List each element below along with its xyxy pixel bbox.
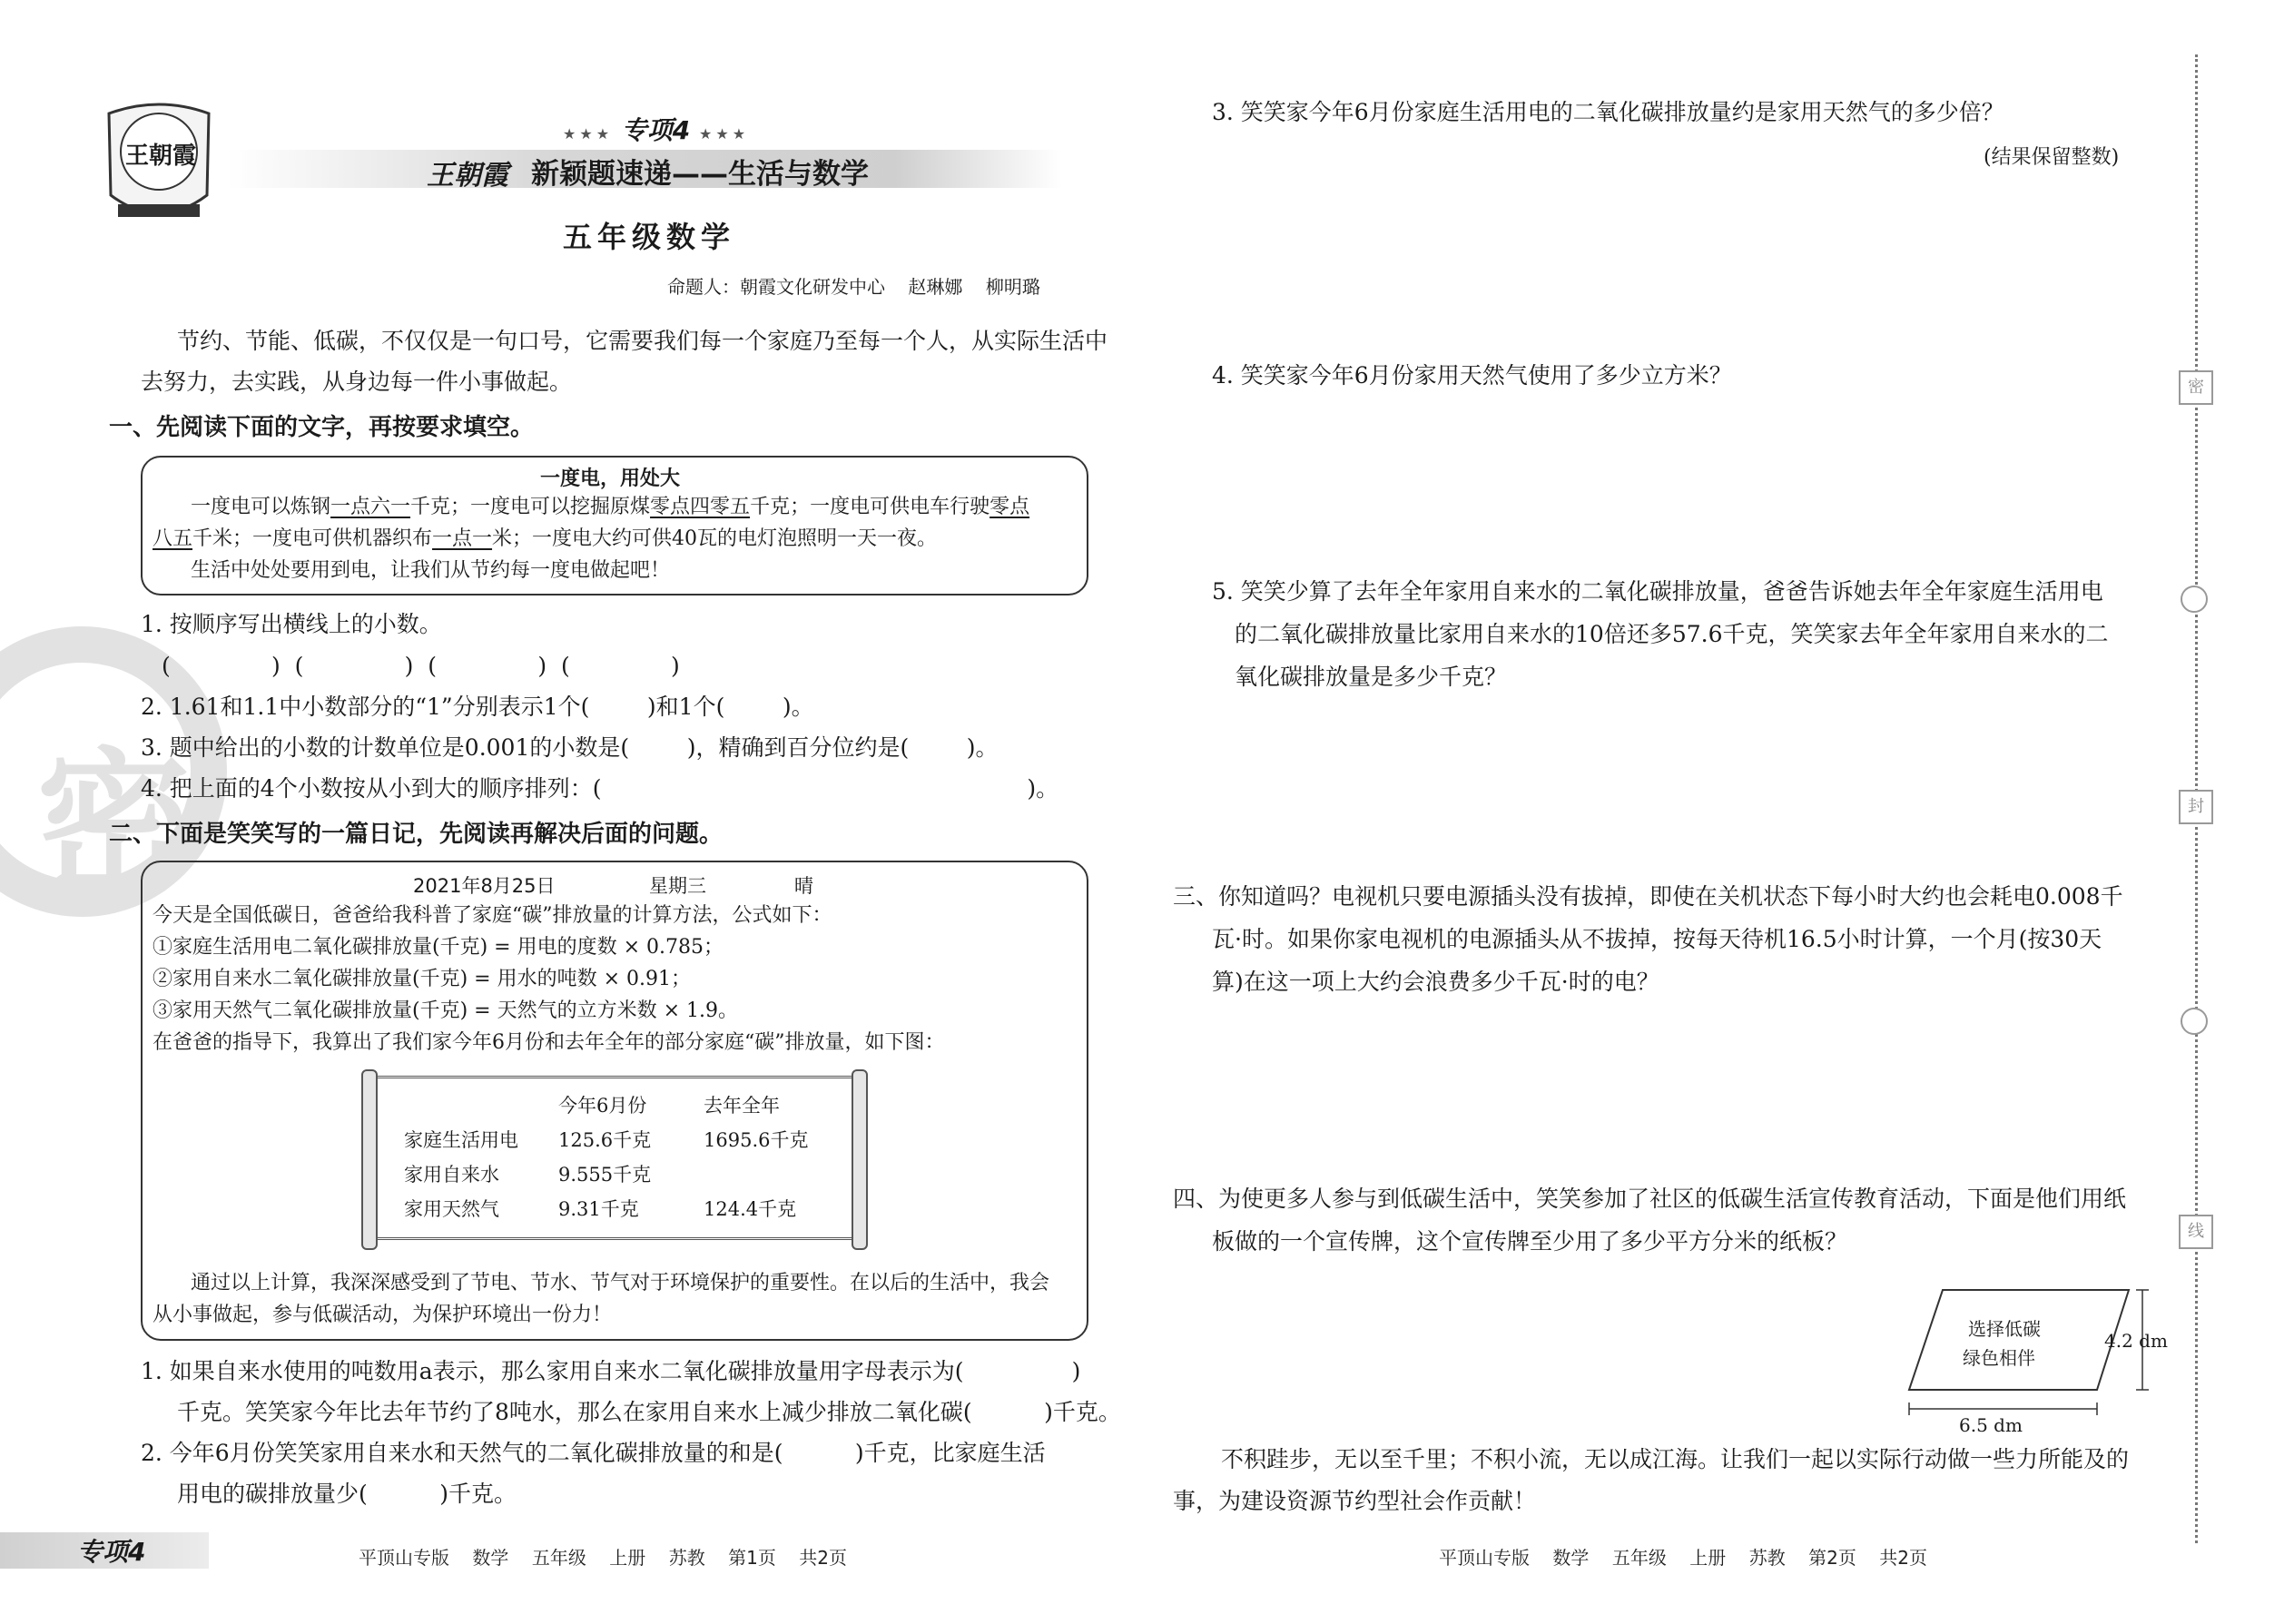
intro-line-1: 节约、节能、低碳，不仅仅是一句口号，它需要我们每一个家庭乃至每一个人，从实际生活中	[177, 328, 1108, 354]
side-mark-seal: 密	[2179, 370, 2213, 405]
carbon-table	[404, 1088, 826, 1225]
s2-question-5-line-1: 5. 笑笑少算了去年全年家用自来水的二氧化碳排放量，爸爸告诉她去年全年家庭生活用电	[1212, 578, 2103, 605]
s1-question-2: 2. 1.61和1.1中小数部分的“1”分别表示1个( )和1个( )。	[141, 694, 814, 720]
table-cell: 1695.6千克	[704, 1129, 809, 1151]
section-4-line-1: 四、为使更多人参与到低碳生活中，笑笑参加了社区的低碳生活宣传教育活动，下面是他们用纸	[1173, 1186, 2127, 1212]
reading-text: 千克；一度电可供电车行驶	[750, 496, 990, 518]
footer-right: 平顶山专版 数学 五年级 上册 苏教 第2页 共2页	[1439, 1547, 1928, 1569]
table-row	[404, 1191, 826, 1225]
section-3-line-2: 瓦·时。如果你家电视机的电源插头从不拔掉，按每天待机16.5小时计算，一个月(按30天	[1212, 926, 2102, 952]
table-cell: 家用自来水	[404, 1164, 499, 1186]
binding-hole-icon	[2181, 1008, 2208, 1035]
s2-question-3-note: (结果保留整数)	[1984, 146, 2120, 169]
table-header-row	[404, 1088, 826, 1122]
diary-date: 2021年8月25日	[413, 875, 556, 897]
diary-ending-line-1: 通过以上计算，我深深感受到了节电、节水、节气对于环境保护的重要性。在以后的生活中，我会	[191, 1272, 1050, 1294]
series-badge	[563, 111, 749, 147]
scroll-rod-left-icon	[361, 1069, 378, 1250]
side-mark-line: 线	[2179, 1215, 2213, 1249]
table-cell: 125.6千克	[558, 1129, 652, 1151]
watermark-char: 密	[36, 734, 192, 914]
side-mark-close: 封	[2179, 790, 2213, 824]
underlined-number: 零点	[989, 496, 1030, 518]
binding-hole-icon	[2181, 586, 2208, 613]
table-row	[404, 1156, 826, 1191]
series-title: 新颖题速递——生活与数学	[531, 158, 869, 191]
reading-line-3: 生活中处处要用到电，让我们从节约每一度电做起吧！	[191, 559, 671, 582]
s1-question-4: 4. 把上面的4个小数按从小到大的顺序排列：( )。	[141, 775, 1059, 802]
underlined-number: 一点六一	[330, 496, 411, 518]
diary-weather: 晴	[794, 875, 813, 897]
stars-left-icon: ★★★	[563, 125, 614, 143]
table-cell: 家用天然气	[404, 1198, 499, 1220]
table-cell: 9.555千克	[558, 1164, 652, 1186]
table-cell: 9.31千克	[558, 1198, 639, 1220]
table-header-cell: 今年6月份	[558, 1095, 647, 1117]
reading-text: 千米；一度电可供机器织布	[192, 527, 433, 550]
reading-text: 千克；一度电可以挖掘原煤	[410, 496, 651, 518]
table-header-cell: 去年全年	[704, 1095, 780, 1117]
sign-text-1: 选择低碳	[1968, 1318, 2041, 1340]
diary-line: ③家用天然气二氧化碳排放量(千克) = 天然气的立方米数 × 1.9。	[153, 999, 738, 1022]
underlined-number: 一点一	[432, 527, 493, 550]
underlined-number: 八五	[153, 527, 193, 550]
logo-emblem	[100, 95, 218, 231]
closing-line-1: 不积跬步，无以至千里；不积小流，无以成江海。让我们一起以实际行动做一些力所能及的	[1221, 1446, 2130, 1472]
section-2-title: 二、下面是笑笑写的一篇日记，先阅读再解决后面的问题。	[109, 821, 724, 848]
stars-right-icon: ★★★	[699, 125, 750, 143]
brand-mark: 王朝霞	[427, 160, 508, 192]
badge-label: 专项4	[621, 115, 691, 145]
section-3-line-1: 三、你知道吗？电视机只要电源插头没有拔掉，即使在关机状态下每小时大约也会耗电0.008千	[1173, 883, 2123, 910]
table-row	[404, 1122, 826, 1156]
reading-text: 一度电可以炼钢	[191, 496, 331, 518]
reading-line-1	[191, 495, 1029, 520]
underlined-number: 零点四零五	[650, 496, 751, 518]
table-cell: 家庭生活用电	[404, 1129, 518, 1151]
s2-question-4: 4. 笑笑家今年6月份家用天然气使用了多少立方米？	[1212, 362, 1732, 389]
s2-question-5-line-2: 的二氧化碳排放量比家用自来水的10倍还多57.6千克，笑笑家去年全年家用自来水的二	[1235, 621, 2109, 647]
closing-line-2: 事，为建设资源节约型社会作贡献！	[1173, 1488, 1537, 1514]
scroll-rod-right-icon	[852, 1069, 868, 1250]
sign-text-2: 绿色相伴	[1963, 1347, 2035, 1369]
s1-question-1-blanks[interactable]: ( ) ( ) ( ) ( )	[162, 653, 680, 679]
s2-question-3: 3. 笑笑家今年6月份家庭生活用电的二氧化碳排放量约是家用天然气的多少倍？	[1212, 99, 2004, 125]
diary-line: ②家用自来水二氧化碳排放量(千克) = 用水的吨数 × 0.91；	[153, 968, 691, 990]
s2-question-5-line-3: 氧化碳排放量是多少千克？	[1235, 664, 1508, 690]
reading-box-title: 一度电，用处大	[540, 468, 681, 490]
diary-line: ①家庭生活用电二氧化碳排放量(千克) = 用电的度数 × 0.785；	[153, 936, 724, 959]
diary-line: 在爸爸的指导下，我算出了我们家今年6月份和去年全年的部分家庭“碳”排放量，如下图：	[153, 1031, 945, 1054]
logo-text: 王朝霞	[125, 143, 197, 170]
section-4-line-2: 板做的一个宣传牌，这个宣传牌至少用了多少平方分米的纸板？	[1212, 1228, 1848, 1255]
grade-subject-title: 五年级数学	[563, 220, 736, 254]
section-1-title: 一、先阅读下面的文字，再按要求填空。	[109, 414, 535, 441]
s2-question-1-line-2: 千克。笑笑家今年比去年节约了8吨水，那么在家用自来水上减少排放二氧化碳( )千克。	[177, 1399, 1121, 1425]
reading-line-2	[153, 527, 937, 552]
diary-weekday: 星期三	[649, 875, 706, 897]
diary-ending-line-2: 从小事做起，参与低碳活动，为保护环境出一份力！	[153, 1304, 613, 1326]
section-3-line-3: 算)在这一项上大约会浪费多少千瓦·时的电？	[1212, 969, 1659, 995]
table-cell	[704, 1156, 826, 1191]
s1-question-3: 3. 题中给出的小数的计数单位是0.001的小数是( )，精确到百分位约是( )。	[141, 734, 999, 761]
base-label: 6.5 dm	[1959, 1414, 2023, 1436]
footer-left: 平顶山专版 数学 五年级 上册 苏教 第1页 共2页	[359, 1547, 848, 1569]
s2-question-1-line-1: 1. 如果自来水使用的吨数用a表示，那么家用自来水二氧化碳排放量用字母表示为( )	[141, 1358, 1081, 1384]
height-label: 4.2 dm	[2104, 1330, 2168, 1352]
footer-badge: 专项4	[77, 1537, 146, 1567]
s2-question-2-line-2: 用电的碳排放量少( )千克。	[177, 1481, 517, 1507]
table-cell: 124.4千克	[704, 1198, 797, 1220]
table-header-cell	[404, 1088, 558, 1122]
s1-question-1: 1. 按顺序写出横线上的小数。	[141, 611, 442, 637]
reading-text: 米；一度电大约可供40瓦的电灯泡照明一天一夜。	[492, 527, 938, 550]
s2-question-2-line-1: 2. 今年6月份笑笑家用自来水和天然气的二氧化碳排放量的和是( )千克，比家庭生活	[141, 1440, 1046, 1466]
diary-line: 今天是全国低碳日，爸爸给我科普了家庭“碳”排放量的计算方法，公式如下：	[153, 904, 832, 927]
authors: 命题人：朝霞文化研发中心 赵琳娜 柳明璐	[667, 276, 1040, 298]
intro-line-2: 去努力，去实践，从身边每一件小事做起。	[141, 369, 573, 395]
